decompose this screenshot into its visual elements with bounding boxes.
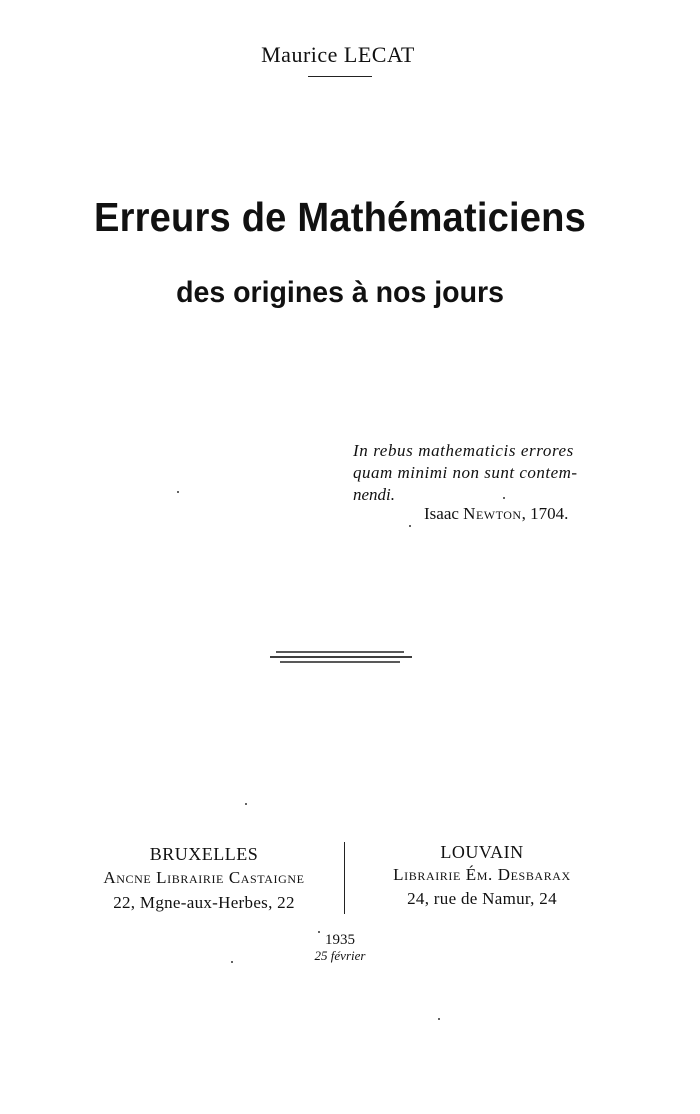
publication-year: 1935: [325, 932, 355, 948]
epigraph-line: In rebus mathematicis errores: [353, 441, 574, 460]
imprint-left-publisher: Ancne Librairie Castaigne: [103, 868, 305, 887]
epigraph-attribution: [424, 504, 568, 524]
print-speck: [438, 1018, 440, 1020]
publication-date: 25 février: [314, 948, 366, 963]
attribution-year: , 1704.: [521, 504, 569, 523]
author-rule-divider: [308, 76, 372, 77]
epigraph-line: nendi.: [353, 485, 396, 504]
imprint-vertical-divider: [344, 842, 345, 914]
book-subtitle: des origines à nos jours: [176, 276, 504, 309]
epigraph: [353, 440, 623, 506]
ornament-rule-divider: [270, 649, 412, 665]
book-title: Erreurs de Mathématiciens: [93, 194, 587, 240]
imprint-right-city: LOUVAIN: [440, 842, 524, 862]
attribution-first-name: Isaac: [424, 504, 459, 523]
imprint-right-publisher: Librairie Ém. Desbarax: [393, 865, 571, 884]
imprint-left-city: BRUXELLES: [149, 844, 259, 864]
epigraph-line: quam minimi non sunt contem-: [353, 463, 578, 482]
print-speck: [318, 931, 320, 933]
print-speck: [231, 961, 233, 963]
imprint-right-address: 24, rue de Namur, 24: [407, 889, 557, 908]
print-speck: [245, 803, 247, 805]
imprint-left-address: 22, Mgne-aux-Herbes, 22: [113, 893, 295, 912]
print-speck: [177, 491, 179, 493]
print-speck: [409, 525, 411, 527]
attribution-surname: Newton: [463, 504, 522, 523]
author-name: Maurice LECAT: [261, 42, 415, 67]
print-speck: [503, 497, 505, 499]
